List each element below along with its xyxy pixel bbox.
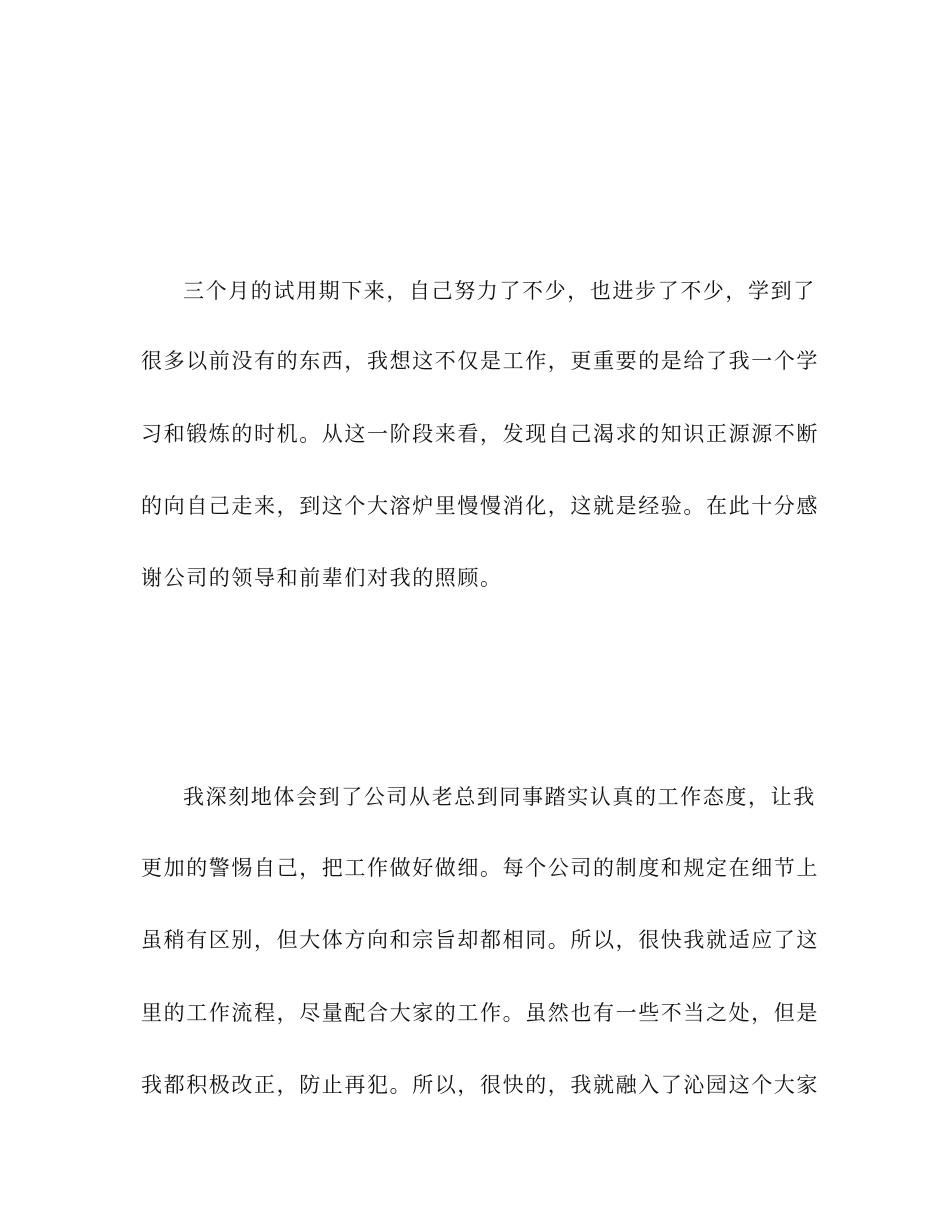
paragraph-1-line-4: 的向自己走来，到这个大溶炉里慢慢消化，这就是经验。在此十分感 — [141, 494, 819, 518]
paragraph-2-line-5: 我都积极改正，防止再犯。所以，很快的，我就融入了沁园这个大家 — [141, 1073, 819, 1097]
paragraph-1-line-5: 谢公司的领导和前辈们对我的照顾。 — [141, 566, 503, 590]
paragraph-2-line-1: 我深刻地体会到了公司从老总到同事踏实认真的工作态度，让我 — [183, 785, 816, 809]
paragraph-1-line-1: 三个月的试用期下来，自己努力了不少，也进步了不少，学到了 — [183, 279, 816, 303]
paragraph-1-line-3: 习和锻炼的时机。从这一阶段来看，发现自己渴求的知识正源源不断 — [141, 422, 819, 446]
paragraph-1-line-2: 很多以前没有的东西，我想这不仅是工作，更重要的是给了我一个学 — [141, 349, 819, 373]
paragraph-2-line-2: 更加的警惕自己，把工作做好做细。每个公司的制度和规定在细节上 — [141, 856, 819, 880]
paragraph-2-line-4: 里的工作流程，尽量配合大家的工作。虽然也有一些不当之处，但是 — [141, 1001, 819, 1025]
paragraph-2-line-3: 虽稍有区别，但大体方向和宗旨却都相同。所以，很快我就适应了这 — [141, 928, 819, 952]
